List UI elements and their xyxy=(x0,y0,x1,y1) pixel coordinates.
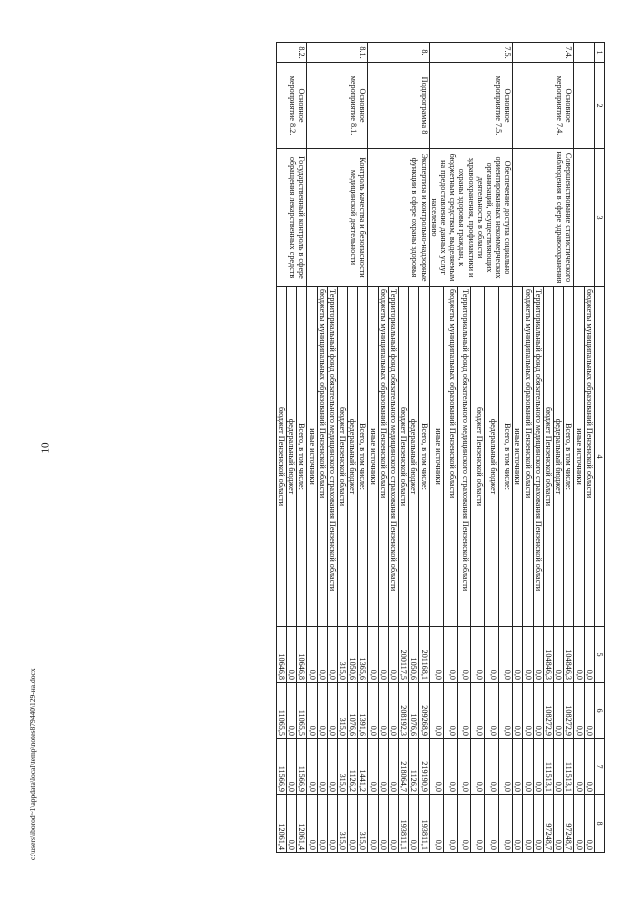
value-cell: 0,0 xyxy=(523,739,533,795)
value-cell: 0,0 xyxy=(584,627,594,683)
funding-source-cell: бюджет Пензенской области xyxy=(543,287,553,627)
value-cell: 0,0 xyxy=(429,683,443,739)
row-description-cell: Государственный контроль в сфере обращения лекарственных средств xyxy=(276,149,307,287)
value-cell: 104846,3 xyxy=(564,627,574,683)
funding-source-cell: бюджеты муниципальных образований Пензенской области xyxy=(378,287,388,627)
funding-source-cell: иные источники xyxy=(574,287,584,627)
funding-source-cell: Всего, в том числе: xyxy=(297,287,307,627)
value-cell: 0,0 xyxy=(513,627,523,683)
value-cell: 209268,9 xyxy=(419,683,429,739)
row-number-cell: 8.2. xyxy=(276,43,307,63)
value-cell: 0,0 xyxy=(523,683,533,739)
value-cell: 0,0 xyxy=(523,627,533,683)
value-cell: 0,0 xyxy=(327,795,337,853)
value-cell: 0,0 xyxy=(327,627,337,683)
table-row xyxy=(564,43,574,853)
funding-source-cell: федеральный бюджет xyxy=(409,287,419,627)
value-cell: 0,0 xyxy=(513,795,523,853)
value-cell: 111513,1 xyxy=(564,739,574,795)
value-cell: 0,0 xyxy=(471,627,485,683)
value-cell: 0,0 xyxy=(429,739,443,795)
funding-source-cell: бюджет Пензенской области xyxy=(471,287,485,627)
value-cell: 0,0 xyxy=(485,795,499,853)
value-cell: 1126,2 xyxy=(409,739,419,795)
value-cell: 1441,2 xyxy=(358,739,368,795)
value-cell: 11065,5 xyxy=(297,683,307,739)
value-cell: 1050,6 xyxy=(348,627,358,683)
table-body xyxy=(276,43,594,853)
funding-source-cell: Всего, в том числе: xyxy=(419,287,429,627)
value-cell: 1076,6 xyxy=(409,683,419,739)
row-description-cell xyxy=(574,149,594,287)
value-cell: 218064,7 xyxy=(399,739,409,795)
value-cell: 97248,7 xyxy=(543,795,553,853)
value-cell: 0,0 xyxy=(287,627,297,683)
row-name-cell: Основное мероприятие 7.5. xyxy=(429,63,513,149)
value-cell: 0,0 xyxy=(327,683,337,739)
value-cell: 12061,4 xyxy=(276,795,286,853)
value-cell: 0,0 xyxy=(388,739,398,795)
value-cell: 0,0 xyxy=(533,683,543,739)
value-cell: 1076,6 xyxy=(348,683,358,739)
col-header-6: 6 xyxy=(594,683,604,739)
funding-source-cell: федеральный бюджет xyxy=(485,287,499,627)
value-cell: 10646,8 xyxy=(276,627,286,683)
row-number-cell: 7.4. xyxy=(513,43,574,63)
table-row xyxy=(419,43,429,853)
value-cell: 0,0 xyxy=(317,795,327,853)
funding-source-cell: Всего, в том числе: xyxy=(564,287,574,627)
funding-source-cell: иные источники xyxy=(429,287,443,627)
value-cell: 0,0 xyxy=(388,795,398,853)
value-cell: 0,0 xyxy=(378,739,388,795)
value-cell: 0,0 xyxy=(378,795,388,853)
value-cell: 11065,5 xyxy=(276,683,286,739)
value-cell: 108272,9 xyxy=(564,683,574,739)
funding-source-cell: иные источники xyxy=(513,287,523,627)
value-cell: 0,0 xyxy=(409,795,419,853)
row-name-cell: Основное мероприятие 8.2. xyxy=(276,63,307,149)
value-cell: 1391,6 xyxy=(358,683,368,739)
col-header-4: 4 xyxy=(594,287,604,627)
value-cell: 0,0 xyxy=(443,739,457,795)
value-cell: 0,0 xyxy=(317,739,327,795)
value-cell: 315,0 xyxy=(337,627,347,683)
value-cell: 0,0 xyxy=(307,627,317,683)
value-cell: 0,0 xyxy=(457,739,471,795)
value-cell: 0,0 xyxy=(388,627,398,683)
value-cell: 0,0 xyxy=(388,683,398,739)
value-cell: 0,0 xyxy=(307,739,317,795)
value-cell: 108272,9 xyxy=(543,683,553,739)
row-name-cell xyxy=(574,63,594,149)
value-cell: 0,0 xyxy=(574,739,584,795)
value-cell: 0,0 xyxy=(499,739,513,795)
row-number-cell xyxy=(574,43,594,63)
funding-source-cell: иные источники xyxy=(307,287,317,627)
row-description-cell: Обеспечение доступа социально ориентированных некоммерческих организаций, осуществляющих деятельность в области здравоохранения, профилактики и охраны здоровья граждан, к бюджетным средствам, выделяемым на предоставление данных услуг населению xyxy=(429,149,513,287)
col-header-5: 5 xyxy=(594,627,604,683)
value-cell: 0,0 xyxy=(513,683,523,739)
value-cell: 0,0 xyxy=(378,627,388,683)
value-cell: 0,0 xyxy=(554,683,564,739)
value-cell: 0,0 xyxy=(485,627,499,683)
value-cell: 193811,1 xyxy=(399,795,409,853)
table-row xyxy=(584,43,594,853)
funding-source-cell: бюджет Пензенской области xyxy=(276,287,286,627)
value-cell: 0,0 xyxy=(584,739,594,795)
value-cell: 315,0 xyxy=(337,683,347,739)
value-cell: 315,0 xyxy=(337,739,347,795)
value-cell: 1050,6 xyxy=(409,627,419,683)
col-header-7: 7 xyxy=(594,739,604,795)
value-cell: 104846,3 xyxy=(543,627,553,683)
value-cell: 0,0 xyxy=(368,739,378,795)
value-cell: 0,0 xyxy=(554,739,564,795)
value-cell: 201168,1 xyxy=(419,627,429,683)
value-cell: 0,0 xyxy=(485,683,499,739)
col-header-2: 2 xyxy=(594,63,604,149)
funding-source-cell: иные источники xyxy=(368,287,378,627)
value-cell: 0,0 xyxy=(429,627,443,683)
value-cell: 0,0 xyxy=(471,795,485,853)
value-cell: 0,0 xyxy=(533,627,543,683)
funding-source-cell: Территориальный фонд обязательного медицинского страхования Пензенской области xyxy=(457,287,471,627)
row-description-cell: Совершенствование статистического наблюдения в сфере здравоохранения xyxy=(513,149,574,287)
value-cell: 0,0 xyxy=(378,683,388,739)
value-cell: 0,0 xyxy=(584,795,594,853)
funding-source-cell: бюджеты муниципальных образований Пензенской области xyxy=(584,287,594,627)
value-cell: 315,0 xyxy=(337,795,347,853)
value-cell: 0,0 xyxy=(457,683,471,739)
value-cell: 0,0 xyxy=(584,683,594,739)
value-cell: 12061,4 xyxy=(297,795,307,853)
header-row xyxy=(594,43,604,853)
value-cell: 0,0 xyxy=(523,795,533,853)
value-cell: 0,0 xyxy=(443,683,457,739)
footer-file-path: c:\users\iborod~1\appdata\local\temp\notes879440\129-на.docx xyxy=(28,668,37,860)
funding-source-cell: бюджеты муниципальных образований Пензенской области xyxy=(443,287,457,627)
col-header-8: 8 xyxy=(594,795,604,853)
value-cell: 0,0 xyxy=(317,627,327,683)
funding-source-cell: бюджеты муниципальных образований Пензенской области xyxy=(523,287,533,627)
value-cell: 0,0 xyxy=(471,683,485,739)
value-cell: 0,0 xyxy=(429,795,443,853)
funding-source-cell: Территориальный фонд обязательного медицинского страхования Пензенской области xyxy=(533,287,543,627)
value-cell: 0,0 xyxy=(554,795,564,853)
row-number-cell: 7.5. xyxy=(429,43,513,63)
value-cell: 0,0 xyxy=(574,627,584,683)
value-cell: 97248,7 xyxy=(564,795,574,853)
value-cell: 0,0 xyxy=(471,739,485,795)
value-cell: 0,0 xyxy=(533,739,543,795)
value-cell: 0,0 xyxy=(368,627,378,683)
funding-source-cell: Всего, в том числе: xyxy=(358,287,368,627)
row-name-cell: Основное мероприятие 7.4. xyxy=(513,63,574,149)
value-cell: 315,0 xyxy=(358,795,368,853)
value-cell: 0,0 xyxy=(368,683,378,739)
value-cell: 0,0 xyxy=(513,739,523,795)
row-description-cell: Экспертиза и контрольно-надзорные функции в сфере охраны здоровья xyxy=(368,149,429,287)
col-header-1: 1 xyxy=(594,43,604,63)
rotated-table-container xyxy=(80,42,605,852)
row-description-cell: Контроль качества и безопасности медицинской деятельности xyxy=(307,149,368,287)
value-cell: 0,0 xyxy=(327,739,337,795)
row-name-cell: Подпрограмма 8 xyxy=(368,63,429,149)
value-cell: 0,0 xyxy=(485,739,499,795)
value-cell: 208192,3 xyxy=(399,683,409,739)
funding-source-cell: Территориальный фонд обязательного медицинского страхования Пензенской области xyxy=(327,287,337,627)
value-cell: 0,0 xyxy=(457,795,471,853)
funding-source-cell: бюджеты муниципальных образований Пензенской области xyxy=(317,287,327,627)
value-cell: 1365,6 xyxy=(358,627,368,683)
value-cell: 219190,9 xyxy=(419,739,429,795)
table-row xyxy=(499,43,513,853)
value-cell: 10646,8 xyxy=(297,627,307,683)
funding-source-cell: бюджет Пензенской области xyxy=(399,287,409,627)
value-cell: 0,0 xyxy=(317,683,327,739)
value-cell: 0,0 xyxy=(287,683,297,739)
table-row xyxy=(358,43,368,853)
value-cell: 0,0 xyxy=(348,795,358,853)
value-cell: 0,0 xyxy=(574,795,584,853)
value-cell: 193811,1 xyxy=(419,795,429,853)
value-cell: 111513,1 xyxy=(543,739,553,795)
value-cell: 0,0 xyxy=(287,795,297,853)
funding-source-cell: федеральный бюджет xyxy=(287,287,297,627)
funding-source-cell: Всего, в том числе: xyxy=(499,287,513,627)
value-cell: 0,0 xyxy=(443,795,457,853)
value-cell: 11566,9 xyxy=(297,739,307,795)
value-cell: 0,0 xyxy=(443,627,457,683)
value-cell: 200117,5 xyxy=(399,627,409,683)
value-cell: 0,0 xyxy=(457,627,471,683)
row-number-cell: 8.1. xyxy=(307,43,368,63)
value-cell: 0,0 xyxy=(307,795,317,853)
page-number: 10 xyxy=(39,442,52,454)
value-cell: 0,0 xyxy=(499,627,513,683)
value-cell: 0,0 xyxy=(574,683,584,739)
funding-source-cell: бюджет Пензенской области xyxy=(337,287,347,627)
budget-table xyxy=(276,42,605,853)
col-header-3: 3 xyxy=(594,149,604,287)
value-cell: 0,0 xyxy=(499,795,513,853)
funding-source-cell: Территориальный фонд обязательного медицинского страхования Пензенской области xyxy=(388,287,398,627)
row-number-cell: 8. xyxy=(368,43,429,63)
table-row xyxy=(297,43,307,853)
value-cell: 0,0 xyxy=(368,795,378,853)
value-cell: 0,0 xyxy=(533,795,543,853)
value-cell: 0,0 xyxy=(307,683,317,739)
funding-source-cell: федеральный бюджет xyxy=(554,287,564,627)
funding-source-cell: федеральный бюджет xyxy=(348,287,358,627)
value-cell: 0,0 xyxy=(554,627,564,683)
row-name-cell: Основное мероприятие 8.1. xyxy=(307,63,368,149)
value-cell: 1126,2 xyxy=(348,739,358,795)
value-cell: 0,0 xyxy=(499,683,513,739)
value-cell: 11566,9 xyxy=(276,739,286,795)
value-cell: 0,0 xyxy=(287,739,297,795)
